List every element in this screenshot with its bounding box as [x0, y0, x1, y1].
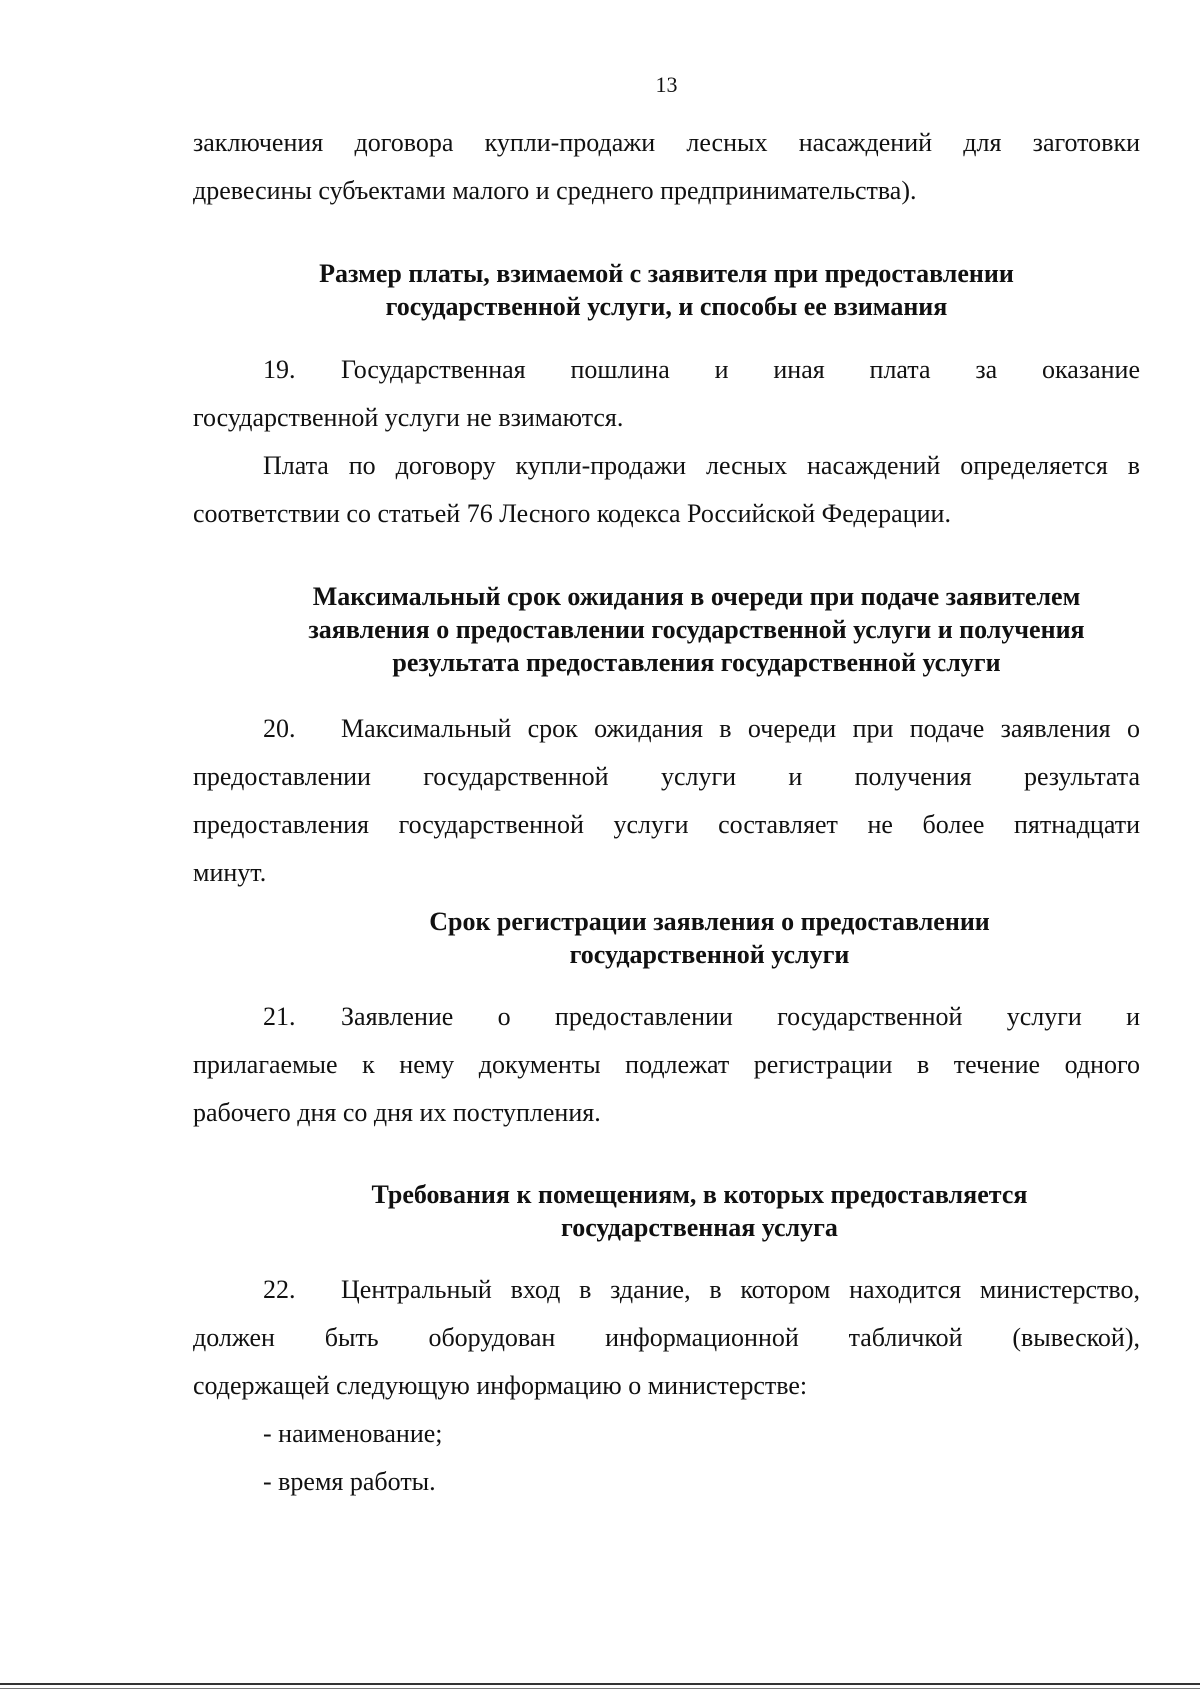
section-heading-queue [263, 580, 1130, 679]
text-line: предоставлении государственной услуги и получения результата [193, 762, 1140, 791]
paragraph-20 [193, 705, 1140, 897]
section-heading-registration [343, 905, 1076, 971]
intro-paragraph [193, 119, 1140, 215]
text-line: предоставления государственной услуги составляет не более пятнадцати [193, 810, 1140, 839]
heading-line: государственной услуги, и способы ее взимания [385, 292, 948, 321]
heading-line: государственная услуга [561, 1213, 838, 1242]
paragraph-number: 20. [263, 714, 296, 743]
page-number: 13 [655, 72, 678, 97]
list-item: - наименование; [263, 1419, 443, 1448]
text-span: Государственная пошлина и иная плата за оказание [341, 355, 1140, 384]
text-line: минут. [193, 858, 267, 887]
text-line: заключения договора купли-продажи лесных насаждений для заготовки [193, 128, 1140, 157]
heading-line: результата предоставления государственной услуги [392, 648, 1001, 677]
text-line: рабочего дня со дня их поступления. [193, 1098, 601, 1127]
text-line [193, 1266, 1140, 1314]
text-line: государственной услуги не взимаются. [193, 403, 624, 432]
page-bottom-rule-secondary [0, 1688, 1200, 1689]
text-line: прилагаемые к нему документы подлежат регистрации в течение одного [193, 1050, 1140, 1079]
paragraph-number: 19. [263, 355, 296, 384]
text-line: должен быть оборудован информационной табличкой (вывеской), [193, 1323, 1140, 1352]
page-bottom-rule [0, 1683, 1200, 1685]
text-line: Плата по договору купли-продажи лесных насаждений определяется в [263, 451, 1140, 480]
heading-line: государственной услуги [569, 940, 850, 969]
text-line [193, 705, 1140, 753]
text-line [193, 346, 1140, 394]
section-heading-premises [303, 1178, 1096, 1244]
text-line: древесины субъектами малого и среднего предпринимательства). [193, 176, 917, 205]
paragraph-21 [193, 993, 1140, 1137]
paragraph-19 [193, 346, 1140, 538]
list-item: - время работы. [263, 1467, 436, 1496]
heading-line: Требования к помещениям, в которых предоставляется [371, 1180, 1028, 1209]
heading-line: Срок регистрации заявления о предоставлении [429, 907, 990, 936]
paragraph-number: 21. [263, 1002, 296, 1031]
paragraph-22 [193, 1266, 1140, 1506]
text-line [193, 993, 1140, 1041]
text-span: Максимальный срок ожидания в очереди при подаче заявления о [341, 714, 1140, 743]
heading-line: Максимальный срок ожидания в очереди при подаче заявителем [312, 582, 1081, 611]
text-line: соответствии со статьей 76 Лесного кодекса Российской Федерации. [193, 499, 951, 528]
text-span: Заявление о предоставлении государственной услуги и [341, 1002, 1140, 1031]
text-span: Центральный вход в здание, в котором находится министерство, [341, 1275, 1140, 1304]
paragraph-number: 22. [263, 1275, 296, 1304]
heading-line: заявления о предоставлении государственной услуги и получения [308, 615, 1085, 644]
heading-line: Размер платы, взимаемой с заявителя при предоставлении [319, 259, 1014, 288]
text-line: содержащей следующую информацию о министерстве: [193, 1371, 808, 1400]
section-heading-fee [293, 257, 1040, 323]
